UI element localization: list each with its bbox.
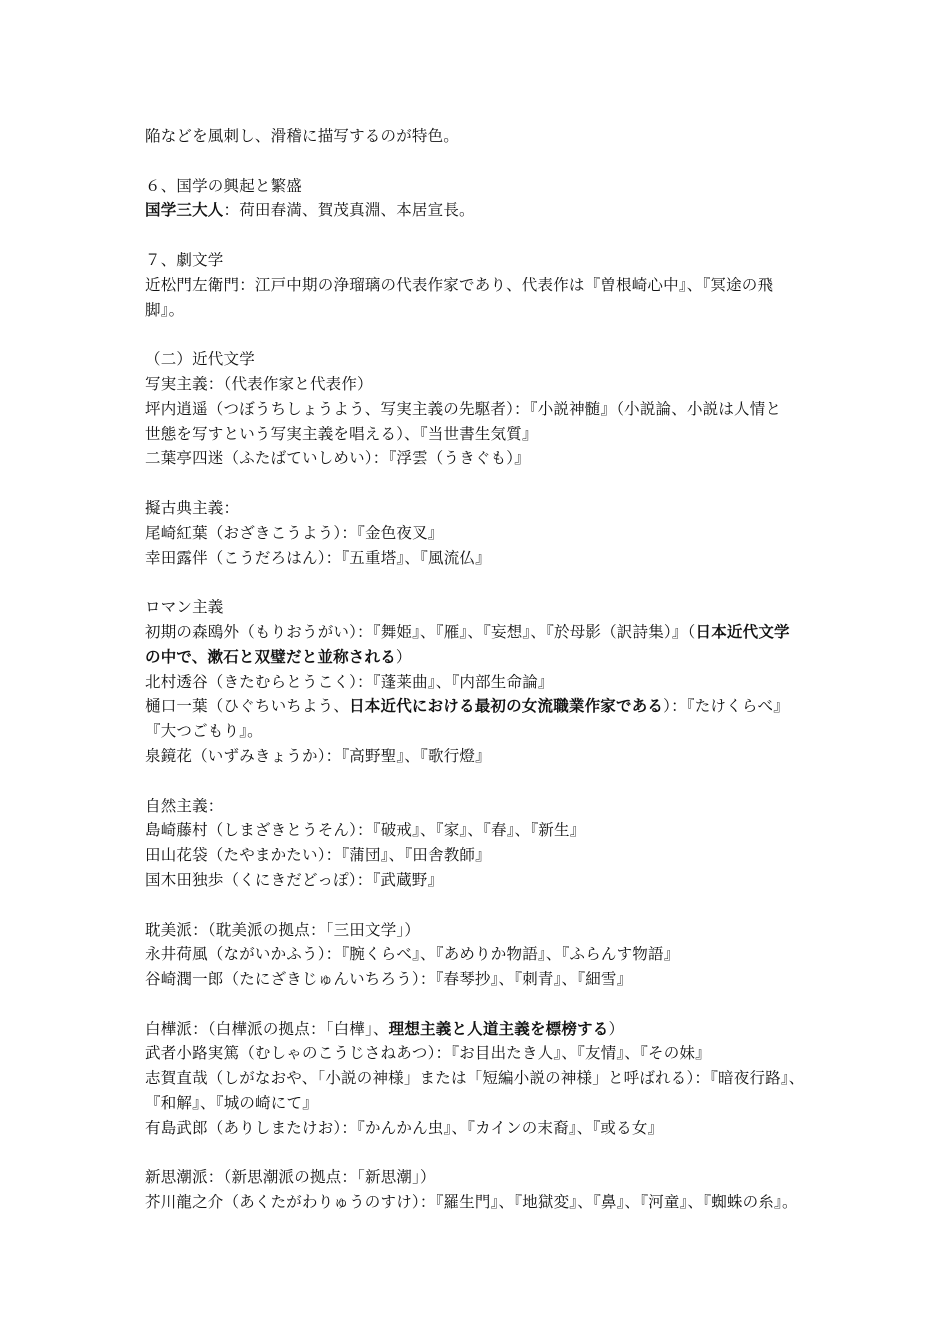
- text-run: 島崎藤村（しまざきとうそん）：『破戒』、『家』、『春』、『新生』: [145, 821, 586, 840]
- text-line: [145, 670, 813, 695]
- text-line: [145, 496, 813, 521]
- text-run: ）：『たけくらべ』: [663, 697, 789, 716]
- text-run: 尾崎紅葉（おざきこうよう）：『金色夜叉』: [145, 523, 444, 542]
- text-section: [145, 248, 813, 322]
- text-line: [145, 1116, 813, 1141]
- text-line: [145, 694, 813, 719]
- text-run: 新思潮派：（新思潮派の拠点：「新思潮」）: [145, 1168, 436, 1187]
- text-line: [145, 868, 813, 893]
- text-section: [145, 496, 813, 570]
- text-run: 北村透谷（きたむらとうこく）：『蓬莱曲』、『内部生命論』: [145, 672, 554, 691]
- text-section: [145, 174, 813, 224]
- text-run: ）: [395, 647, 412, 666]
- text-run: 白樺派：（白樺派の拠点：「白樺」、: [145, 1019, 389, 1038]
- text-line: [145, 372, 813, 397]
- text-line: [145, 248, 813, 273]
- text-line: [145, 1017, 813, 1042]
- text-run: ６、国学の興起と繁盛: [145, 176, 303, 195]
- text-run: 有島武郎（ありしまたけお）：『かんかん虫』、『カインの末裔』、『或る女』: [145, 1118, 664, 1137]
- paragraph-gap: [145, 893, 813, 918]
- text-line: [145, 1190, 813, 1215]
- text-run: 二葉亭四迷（ふたばていしめい）：『浮雲（うきぐも）』: [145, 449, 530, 468]
- text-line: [145, 595, 813, 620]
- text-run: 芥川龍之介（あくたがわりゅうのすけ）：『羅生門』、『地獄変』、『鼻』、『河童』、『蜘蛛の糸』。: [145, 1193, 798, 1212]
- text-run: 坪内逍遥（つぼうちしょうよう、写実主義の先駆者）：『小説神髄』（小説論、小説は人情と: [145, 399, 782, 418]
- text-section: [145, 794, 813, 893]
- text-run: 写実主義：（代表作家と代表作）: [145, 374, 373, 393]
- text-line: [145, 298, 813, 323]
- text-run: 武者小路実篤（むしゃのこうじさねあつ）：『お目出たき人』、『友情』、『その妹』: [145, 1044, 711, 1063]
- document-body: [145, 124, 813, 1215]
- text-line: [145, 521, 813, 546]
- text-line: [145, 422, 813, 447]
- text-line: [145, 198, 813, 223]
- text-run: 国木田独歩（くにきだどっぽ）：『武蔵野』: [145, 870, 444, 889]
- text-line: [145, 967, 813, 992]
- text-run: 樋口一葉（ひぐちいちよう、: [145, 697, 350, 716]
- paragraph-gap: [145, 471, 813, 496]
- text-run: 初期の森鴎外（もりおうがい）：『舞姫』、『雁』、『妄想』、『於母影（訳詩集）』（: [145, 622, 696, 641]
- bold-text: 国学三大人: [145, 201, 224, 220]
- text-run: 志賀直哉（しがなおや、「小説の神様」または「短編小説の神様」と呼ばれる）：『暗夜行路』、: [145, 1069, 805, 1088]
- text-run: ロマン主義: [145, 598, 224, 617]
- text-line: [145, 273, 813, 298]
- text-line: [145, 124, 813, 149]
- text-line: [145, 744, 813, 769]
- paragraph-gap: [145, 769, 813, 794]
- text-section: [145, 124, 813, 149]
- text-run: 永井荷風（ながいかふう）：『腕くらべ』、『あめりか物語』、『ふらんす物語』: [145, 945, 680, 964]
- bold-text: の中で、漱石と双璧だと並称される: [145, 647, 396, 666]
- paragraph-gap: [145, 1141, 813, 1166]
- paragraph-gap: [145, 149, 813, 174]
- text-run: 泉鏡花（いずみきょうか）：『高野聖』、『歌行燈』: [145, 746, 491, 765]
- text-section: [145, 347, 813, 471]
- text-line: [145, 818, 813, 843]
- text-run: 谷崎潤一郎（たにざきじゅんいちろう）：『春琴抄』、『刺青』、『細雪』: [145, 970, 633, 989]
- text-line: [145, 843, 813, 868]
- text-run: ７、劇文学: [145, 250, 224, 269]
- text-line: [145, 719, 813, 744]
- text-run: 『和解』、『城の崎にて』: [145, 1094, 318, 1113]
- text-run: ：荷田春満、賀茂真淵、本居宣長。: [223, 201, 475, 220]
- text-line: [145, 347, 813, 372]
- text-run: 近松門左衛門：江戸中期の浄瑠璃の代表作家であり、代表作は『曽根崎心中』、『冥途の飛: [145, 275, 774, 294]
- text-run: 擬古典主義：: [145, 498, 240, 517]
- text-section: [145, 1017, 813, 1141]
- text-run: 田山花袋（たやまかたい）：『蒲団』、『田舎教師』: [145, 846, 491, 865]
- text-line: [145, 546, 813, 571]
- paragraph-gap: [145, 570, 813, 595]
- text-line: [145, 174, 813, 199]
- text-run: 陥などを風刺し、滑稽に描写するのが特色。: [145, 127, 460, 145]
- bold-text: 日本近代文学: [695, 622, 790, 641]
- text-run: 自然主義：: [145, 796, 224, 815]
- text-line: [145, 446, 813, 471]
- text-run: 幸田露伴（こうだろはん）：『五重塔』、『風流仏』: [145, 548, 491, 567]
- text-run: 世態を写すという写実主義を唱える）、『当世書生気質』: [145, 424, 538, 443]
- text-line: [145, 1165, 813, 1190]
- paragraph-gap: [145, 322, 813, 347]
- text-run: 『大つごもり』。: [145, 722, 263, 741]
- text-run: ）: [608, 1019, 625, 1038]
- text-line: [145, 918, 813, 943]
- text-line: [145, 397, 813, 422]
- text-line: [145, 645, 813, 670]
- text-line: [145, 1041, 813, 1066]
- text-line: [145, 942, 813, 967]
- text-section: [145, 595, 813, 769]
- text-section: [145, 918, 813, 992]
- text-run: （二）近代文学: [145, 350, 255, 369]
- bold-text: 日本近代における最初の女流職業作家である: [349, 697, 664, 716]
- text-line: [145, 620, 813, 645]
- paragraph-gap: [145, 223, 813, 248]
- paragraph-gap: [145, 992, 813, 1017]
- bold-text: 理想主義と人道主義を標榜する: [388, 1019, 609, 1038]
- text-run: 耽美派：（耽美派の拠点：「三田文学」）: [145, 920, 421, 939]
- text-run: 脚』。: [145, 300, 185, 319]
- text-line: [145, 1066, 813, 1091]
- text-line: [145, 794, 813, 819]
- text-line: [145, 1091, 813, 1116]
- text-section: [145, 1165, 813, 1215]
